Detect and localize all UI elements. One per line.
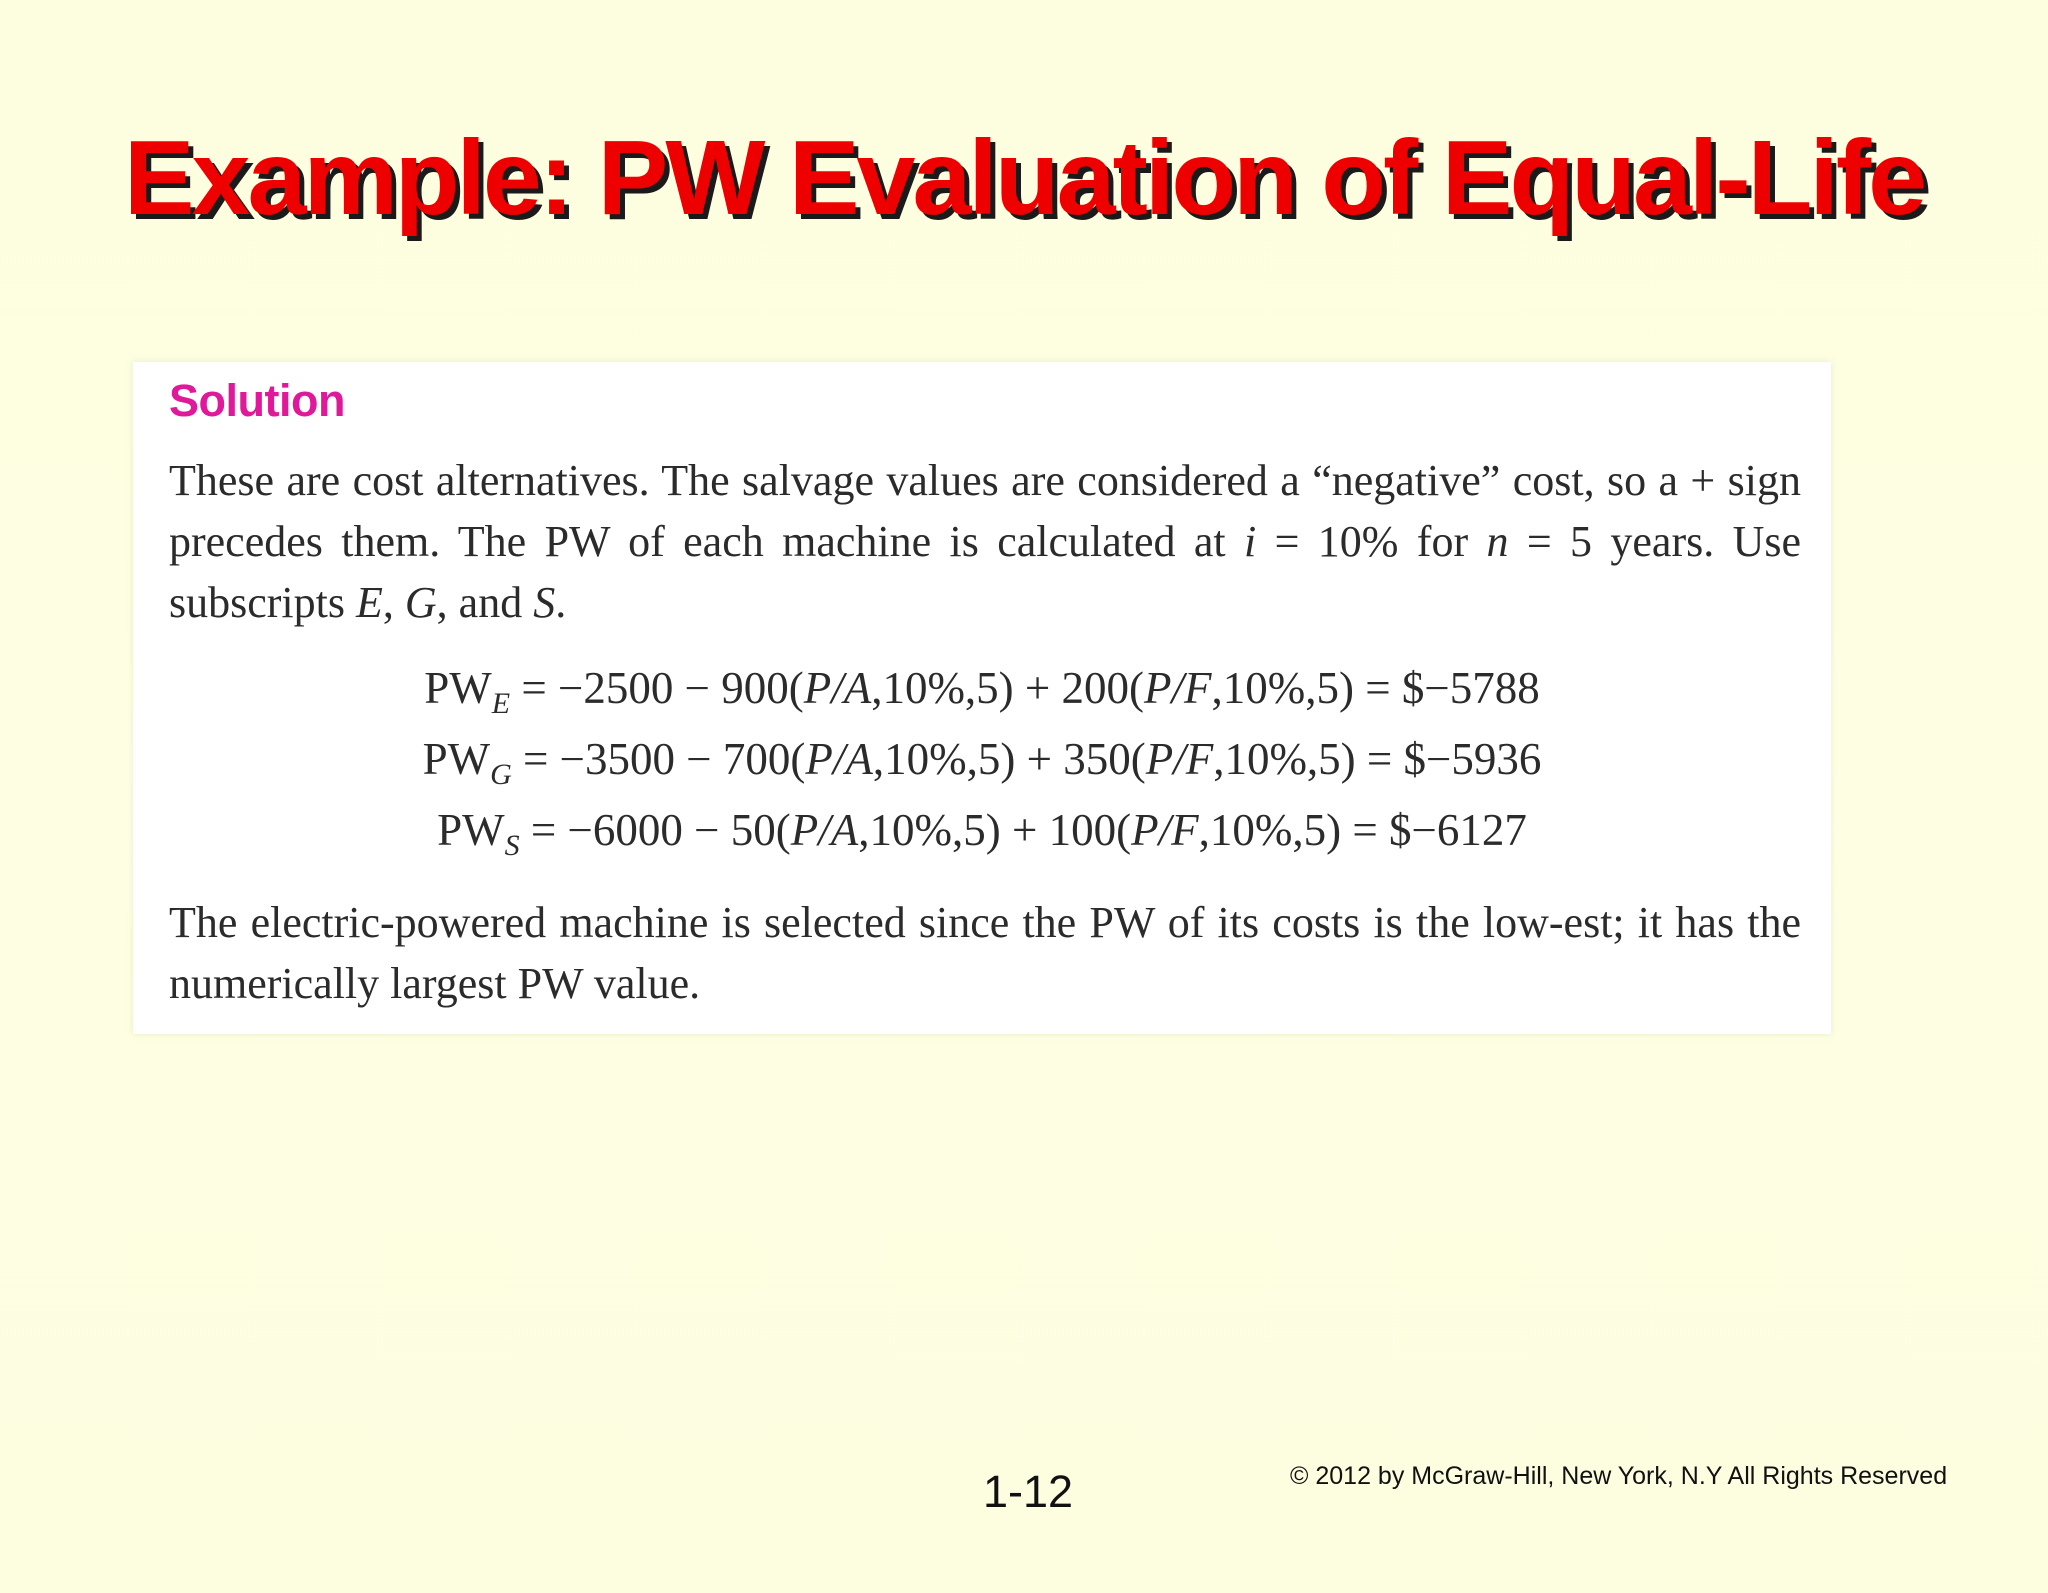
variable-E: E (356, 578, 383, 627)
solution-conclusion-paragraph: The electric-powered machine is selected since the PW of its costs is the low-est; it has the numerically largest PW value. (169, 898, 1801, 1008)
equation-factor: P/F (1131, 805, 1199, 855)
slide-title: Example: PW Evaluation of Equal-Life (123, 119, 1925, 237)
equation-term: = −6000 − 50( (519, 805, 791, 855)
variable-i: i (1244, 517, 1257, 566)
copyright-notice: © 2012 by McGraw-Hill, New York, N.Y All Rights Reserved (1290, 1462, 1948, 1490)
equation-subscript: E (491, 687, 511, 720)
intro-text-1: These are cost alternatives. The salvage values are considered a “negative” cost, so a + sign precedes them. The PW of each machine is calculated at (169, 456, 1801, 566)
equation-pw-gas (133, 733, 1831, 791)
intro-text-5: , and (436, 578, 534, 627)
equation-factor: P/A (805, 734, 873, 784)
equation-term: = −3500 − 700( (511, 734, 806, 784)
equation-term: = −2500 − 900( (510, 663, 804, 713)
equation-term: ,10%,5) + 200( (871, 663, 1145, 713)
intro-text-3: = 5 years. Use subscripts (169, 517, 1802, 627)
equation-lhs: PW (422, 734, 491, 784)
intro-text-6: . (555, 578, 567, 627)
equation-pw-electric (133, 662, 1831, 720)
equation-result: ,10%,5) = $−6127 (1198, 805, 1527, 855)
intro-text-4: , (382, 578, 405, 627)
equation-lhs: PW (424, 663, 492, 713)
equation-subscript: G (490, 758, 512, 791)
solution-box (133, 362, 1831, 1034)
variable-n: n (1486, 517, 1509, 566)
variable-G: G (404, 578, 437, 627)
solution-intro-paragraph (169, 450, 1801, 633)
equation-factor: P/A (803, 663, 872, 713)
equation-result: ,10%,5) = $−5936 (1213, 734, 1542, 784)
equation-lhs: PW (437, 805, 505, 855)
equation-pw-solar (133, 804, 1831, 862)
equation-factor: P/F (1144, 663, 1212, 713)
equation-term: ,10%,5) + 100( (858, 805, 1132, 855)
solution-heading: Solution (169, 375, 345, 426)
intro-text-2: = 10% for (1256, 517, 1487, 566)
equation-result: ,10%,5) = $−5788 (1211, 663, 1540, 713)
equation-factor: P/A (790, 805, 859, 855)
equation-term: ,10%,5) + 350( (872, 734, 1146, 784)
page-number: 1-12 (983, 1466, 1074, 1517)
variable-S: S (533, 578, 556, 627)
equation-factor: P/F (1145, 734, 1214, 784)
equation-subscript: S (504, 829, 520, 862)
